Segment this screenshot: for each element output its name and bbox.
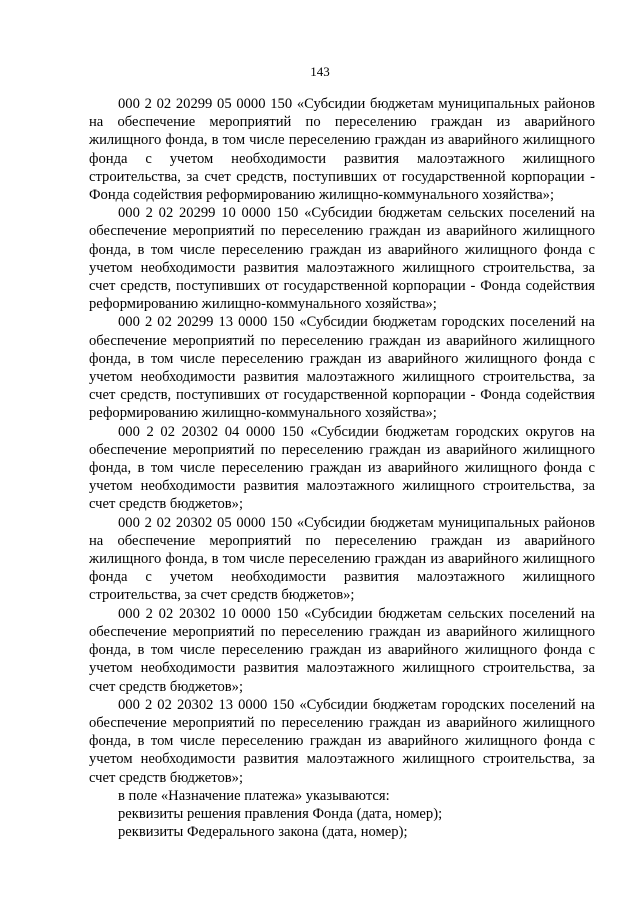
paragraph-kbk-20302-10: 000 2 02 20302 10 0000 150 «Субсидии бюджетам сельских поселений на обеспечение мероприятий по переселению граждан из аварийного жилищного фонда, в том числе переселению граждан из аварийного жилищного фонда с учетом необходимости развития малоэтажного жилищного строительства, за счет средств бюджетов»; [89,605,595,695]
paragraph-kbk-20299-05: 000 2 02 20299 05 0000 150 «Субсидии бюджетам муниципальных районов на обеспечение мероприятий по переселению граждан из аварийного жилищного фонда, в том числе переселению граждан из аварийного жилищного фонда с учетом необходимости развития малоэтажного жилищного строительства, за счет средств, поступивших от государственной корпорации - Фонда содействия реформированию жилищно-коммунального хозяйства»; [89,96,595,204]
paragraph-federal-law: реквизиты Федерального закона (дата, номер); [118,824,408,841]
paragraph-kbk-20302-05: 000 2 02 20302 05 0000 150 «Субсидии бюджетам муниципальных районов на обеспечение мероприятий по переселению граждан из аварийного жилищного фонда, в том числе переселению граждан из аварийного жилищного фонда с учетом необходимости развития малоэтажного жилищного строительства, за счет средств бюджетов»; [89,514,595,604]
paragraph-kbk-20302-04: 000 2 02 20302 04 0000 150 «Субсидии бюджетам городских округов на обеспечение мероприятий по переселению граждан из аварийного жилищного фонда, в том числе переселению граждан из аварийного жилищного фонда с учетом необходимости развития малоэтажного жилищного строительства, за счет средств бюджетов»; [89,423,595,513]
paragraph-kbk-20299-13: 000 2 02 20299 13 0000 150 «Субсидии бюджетам городских поселений на обеспечение мероприятий по переселению граждан из аварийного жилищного фонда, в том числе переселению граждан из аварийного жилищного фонда с учетом необходимости развития малоэтажного жилищного строительства, за счет средств, поступивших от государственной корпорации - Фонда содействия реформированию жилищно-коммунального хозяйства»; [89,314,595,422]
paragraph-kbk-20299-10: 000 2 02 20299 10 0000 150 «Субсидии бюджетам сельских поселений на обеспечение мероприятий по переселению граждан из аварийного жилищного фонда, в том числе переселению граждан из аварийного жилищного фонда с учетом необходимости развития малоэтажного жилищного строительства, за счет средств, поступивших от государственной корпорации - Фонда содействия реформированию жилищно-коммунального хозяйства»; [89,205,595,313]
document-body [89,95,595,841]
paragraph-kbk-20302-13: 000 2 02 20302 13 0000 150 «Субсидии бюджетам городских поселений на обеспечение мероприятий по переселению граждан из аварийного жилищного фонда, в том числе переселению граждан из аварийного жилищного фонда с учетом необходимости развития малоэтажного жилищного строительства, за счет средств бюджетов»; [89,696,595,786]
page-number: 143 [310,64,330,79]
paragraph-payment-purpose: в поле «Назначение платежа» указываются: [118,787,390,804]
paragraph-fund-decision: реквизиты решения правления Фонда (дата, номер); [118,805,443,822]
